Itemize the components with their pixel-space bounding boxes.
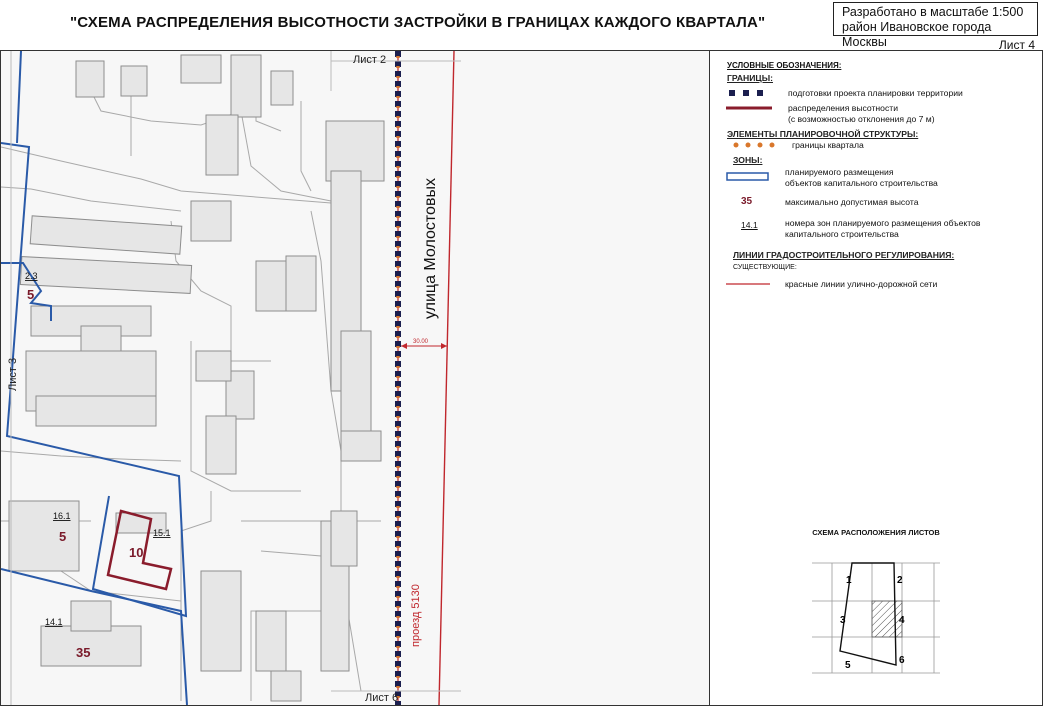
legend-group-elements: ЭЛЕМЕНТЫ ПЛАНИРОВОЧНОЙ СТРУКТУРЫ: (727, 129, 919, 139)
legend-quarter-border: границы квартала (792, 140, 864, 150)
legend-red-lines: красные линии улично-дорожной сети (785, 279, 938, 289)
zone-id-14-1: 14.1 (45, 617, 63, 627)
height-border-symbol (726, 105, 774, 111)
sheet-layout-title: СХЕМА РАСПОЛОЖЕНИЯ ЛИСТОВ (812, 528, 940, 537)
zone-border-symbol (726, 172, 770, 182)
red-line-symbol (726, 282, 772, 286)
sheet-key-5: 5 (845, 660, 851, 671)
legend-height-border: распределения высотности (с возможностью отклонения до 7 м) (788, 103, 935, 124)
legend-zone-number: номера зон планируемого размещения объектов капитального строительства (785, 218, 981, 239)
sheet-label-left: Лист 3 (7, 357, 19, 391)
legend-group-zones: ЗОНЫ: (733, 155, 763, 165)
legend-group-borders: ГРАНИЦЫ: (727, 73, 773, 83)
legend-zone-sample: 14.1 (741, 220, 758, 230)
street-label: улица Молостовых (422, 178, 439, 319)
legend-project-border: подготовки проекта планировки территории (788, 88, 963, 98)
sheet-key-2: 2 (897, 575, 903, 586)
sheet-label-top: Лист 2 (353, 54, 387, 66)
zone-height-15-1: 10 (129, 545, 144, 560)
drawing-title: "СХЕМА РАСПРЕДЕЛЕНИЯ ВЫСОТНОСТИ ЗАСТРОЙКИ В ГРАНИЦАХ КАЖДОГО КВАРТАЛА" (70, 14, 766, 31)
dimension-label: 30.00 (413, 339, 429, 345)
map-svg (1, 51, 709, 705)
sheet-layout-diagram (808, 541, 944, 681)
zone-height-14-1: 35 (76, 645, 91, 660)
legend-max-height: максимально допустимая высота (785, 197, 919, 207)
passage-label: проезд 5130 (410, 584, 422, 647)
project-border-symbol (727, 88, 771, 98)
sheet-key-6: 6 (899, 655, 905, 666)
sheet-key-4: 4 (899, 615, 905, 626)
district-line: район Ивановское города Москвы (842, 20, 992, 49)
quarter-border-symbol (733, 141, 779, 149)
zone-id-15-1: 15.1 (153, 528, 171, 538)
legend-group-lines: ЛИНИИ ГРАДОСТРОИТЕЛЬНОГО РЕГУЛИРОВАНИЯ: (733, 250, 955, 260)
zone-id-16-1: 16.1 (53, 511, 71, 521)
legend-group-existing: СУЩЕСТВУЮЩИЕ: (733, 264, 797, 271)
legend-zone-border: планируемого размещения объектов капитального строительства (785, 167, 938, 188)
sheet-number: Лист 4 (998, 38, 1035, 52)
sheet-key-1: 1 (846, 575, 852, 586)
sheet-label-bottom: Лист 6 (365, 692, 399, 704)
legend-heading: УСЛОВНЫЕ ОБОЗНАЧЕНИЯ: (727, 61, 842, 70)
zone-height-16-1: 5 (59, 529, 67, 544)
scale-line: Разработано в масштабе 1:500 (842, 5, 1024, 19)
zone-height-2-3: 5 (27, 287, 35, 302)
map-area (1, 51, 710, 705)
current-sheet-hatch (872, 601, 902, 637)
sheet-layout-scheme (808, 528, 944, 686)
sheet-key-3: 3 (840, 615, 846, 626)
legend-height-sample: 35 (741, 196, 753, 207)
zone-id-2-3: 2.3 (25, 271, 38, 281)
